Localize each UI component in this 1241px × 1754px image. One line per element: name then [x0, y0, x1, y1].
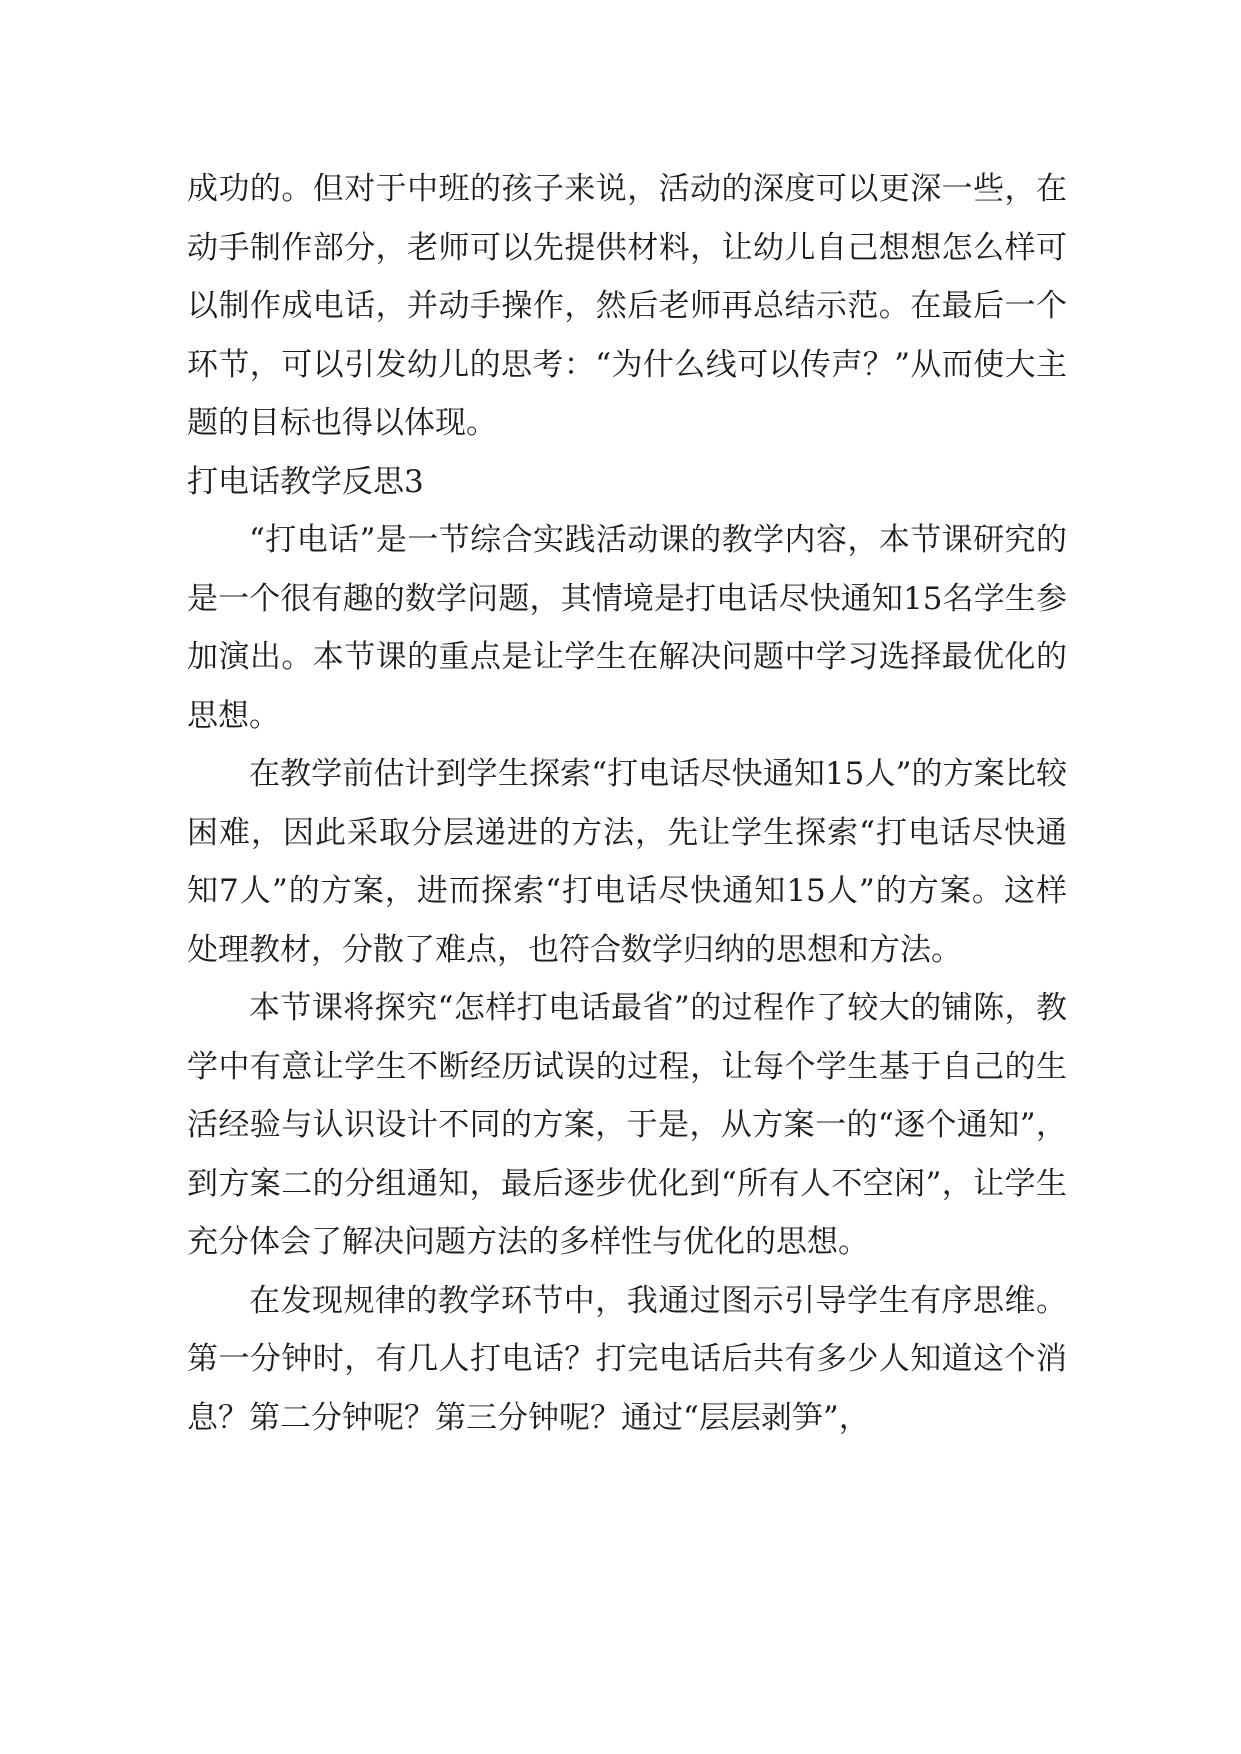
paragraph-continuation: 成功的。但对于中班的孩子来说，活动的深度可以更深一些，在动手制作部分，老师可以先提供材料，让幼儿自己想想怎么样可以制作成电话，并动手操作，然后老师再总结示范。在最后一个环节，可以引发幼儿的思考：“为什么线可以传声？”从而使大主题的目标也得以体现。 [187, 171, 1067, 441]
document-body [187, 160, 1067, 1447]
paragraph: 在教学前估计到学生探索“打电话尽快通知15人”的方案比较困难，因此采取分层递进的方法，先让学生探索“打电话尽快通知7人”的方案，进而探索“打电话尽快通知15人”的方案。这样处理教材，分散了难点，也符合数学归纳的思想和方法。 [187, 756, 1067, 968]
paragraph: 本节课将探究“怎样打电话最省”的过程作了较大的铺陈，教学中有意让学生不断经历试误的过程，让每个学生基于自己的生活经验与认识设计不同的方案，于是，从方案一的“逐个通知”，到方案二的分组通知，最后逐步优化到“所有人不空闲”，让学生充分体会了解决问题方法的多样性与优化的思想。 [187, 990, 1067, 1260]
paragraph: “打电话”是一节综合实践活动课的教学内容，本节课研究的是一个很有趣的数学问题，其情境是打电话尽快通知15名学生参加演出。本节课的重点是让学生在解决问题中学习选择最优化的思想。 [187, 522, 1067, 734]
paragraph: 在发现规律的教学环节中，我通过图示引导学生有序思维。第一分钟时，有几人打电话？打完电话后共有多少人知道这个消息？第二分钟呢？第三分钟呢？通过“层层剥笋”， [187, 1282, 1067, 1436]
section-heading: 打电话教学反思3 [187, 463, 424, 500]
